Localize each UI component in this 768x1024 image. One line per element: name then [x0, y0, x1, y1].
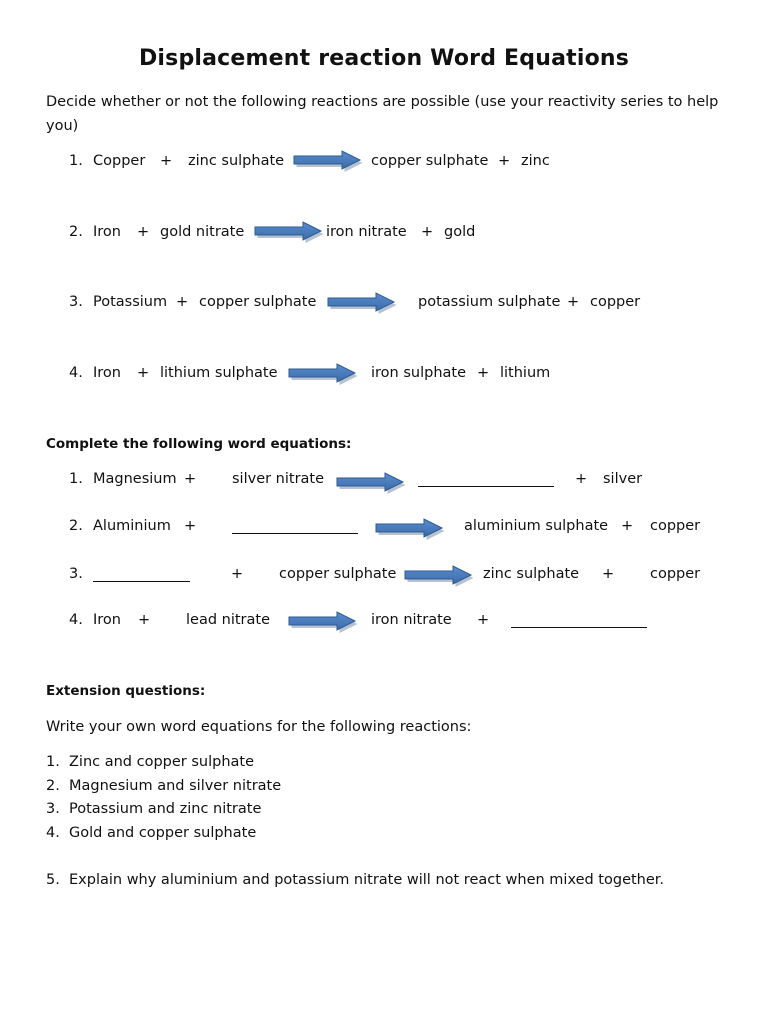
item-number: 1.: [69, 153, 83, 169]
plus-sign: +: [575, 471, 588, 487]
list-number: 4.: [46, 825, 60, 841]
reactant-compound: copper sulphate: [279, 566, 397, 582]
plus-sign: +: [137, 224, 150, 240]
plus-sign: +: [184, 471, 197, 487]
right-arrow-icon: [375, 517, 445, 541]
product-compound: zinc sulphate: [483, 566, 580, 582]
right-arrow-icon: [288, 362, 358, 386]
product-compound: iron nitrate: [371, 612, 452, 628]
page-title: Displacement reaction Word Equations: [138, 46, 630, 71]
product-metal: zinc: [521, 153, 550, 169]
product-metal: copper: [650, 518, 701, 534]
list-item: Zinc and copper sulphate: [69, 754, 255, 770]
list-number: 2.: [46, 778, 60, 794]
answer-blank[interactable]: [418, 486, 554, 487]
product-metal: copper: [650, 566, 701, 582]
extension-instructions: Write your own word equations for the following reactions:: [46, 719, 472, 735]
product-metal: copper: [590, 294, 641, 310]
item-number: 3.: [69, 566, 83, 582]
reactant-metal: Copper: [93, 153, 146, 169]
reactant-metal: Magnesium: [93, 471, 177, 487]
section-heading-extension: Extension questions:: [46, 683, 206, 699]
plus-sign: +: [421, 224, 434, 240]
right-arrow-icon: [327, 291, 397, 315]
instructions-text: Decide whether or not the following reactions are possible (use your reactivity series to help you): [46, 94, 719, 134]
right-arrow-icon: [293, 149, 363, 173]
right-arrow-icon: [254, 220, 324, 244]
reactant-metal: Potassium: [93, 294, 168, 310]
plus-sign: +: [184, 518, 197, 534]
product-compound: potassium sulphate: [418, 294, 561, 310]
product-compound: aluminium sulphate: [464, 518, 609, 534]
reactant-compound: lithium sulphate: [160, 365, 278, 381]
section-heading-complete: Complete the following word equations:: [46, 436, 352, 452]
item-number: 2.: [69, 224, 83, 240]
list-item: Explain why aluminium and potassium nitrate will not react when mixed together.: [69, 872, 665, 888]
plus-sign: +: [498, 153, 511, 169]
answer-blank[interactable]: [511, 627, 647, 628]
reactant-compound: copper sulphate: [199, 294, 317, 310]
item-number: 4.: [69, 365, 83, 381]
reactant-compound: zinc sulphate: [188, 153, 285, 169]
plus-sign: +: [567, 294, 580, 310]
plus-sign: +: [138, 612, 151, 628]
item-number: 1.: [69, 471, 83, 487]
reactant-metal: Iron: [93, 612, 121, 628]
plus-sign: +: [621, 518, 634, 534]
plus-sign: +: [137, 365, 150, 381]
product-compound: iron sulphate: [371, 365, 467, 381]
answer-blank[interactable]: [232, 533, 358, 534]
plus-sign: +: [176, 294, 189, 310]
reactant-metal: Aluminium: [93, 518, 171, 534]
list-number: 5.: [46, 872, 60, 888]
product-metal: lithium: [500, 365, 551, 381]
list-item: Potassium and zinc nitrate: [69, 801, 262, 817]
plus-sign: +: [231, 566, 244, 582]
list-number: 3.: [46, 801, 60, 817]
right-arrow-icon: [288, 610, 358, 634]
item-number: 3.: [69, 294, 83, 310]
plus-sign: +: [160, 153, 173, 169]
list-item: Magnesium and silver nitrate: [69, 778, 282, 794]
item-number: 4.: [69, 612, 83, 628]
plus-sign: +: [602, 566, 615, 582]
reactant-metal: Iron: [93, 365, 121, 381]
right-arrow-icon: [404, 564, 474, 588]
list-number: 1.: [46, 754, 60, 770]
item-number: 2.: [69, 518, 83, 534]
product-compound: copper sulphate: [371, 153, 489, 169]
product-metal: silver: [603, 471, 643, 487]
answer-blank[interactable]: [93, 581, 190, 582]
reactant-compound: gold nitrate: [160, 224, 245, 240]
plus-sign: +: [477, 612, 490, 628]
product-compound: iron nitrate: [326, 224, 407, 240]
plus-sign: +: [477, 365, 490, 381]
list-item: Gold and copper sulphate: [69, 825, 257, 841]
right-arrow-icon: [336, 471, 406, 495]
reactant-metal: Iron: [93, 224, 121, 240]
reactant-compound: silver nitrate: [232, 471, 325, 487]
product-metal: gold: [444, 224, 476, 240]
reactant-compound: lead nitrate: [186, 612, 271, 628]
